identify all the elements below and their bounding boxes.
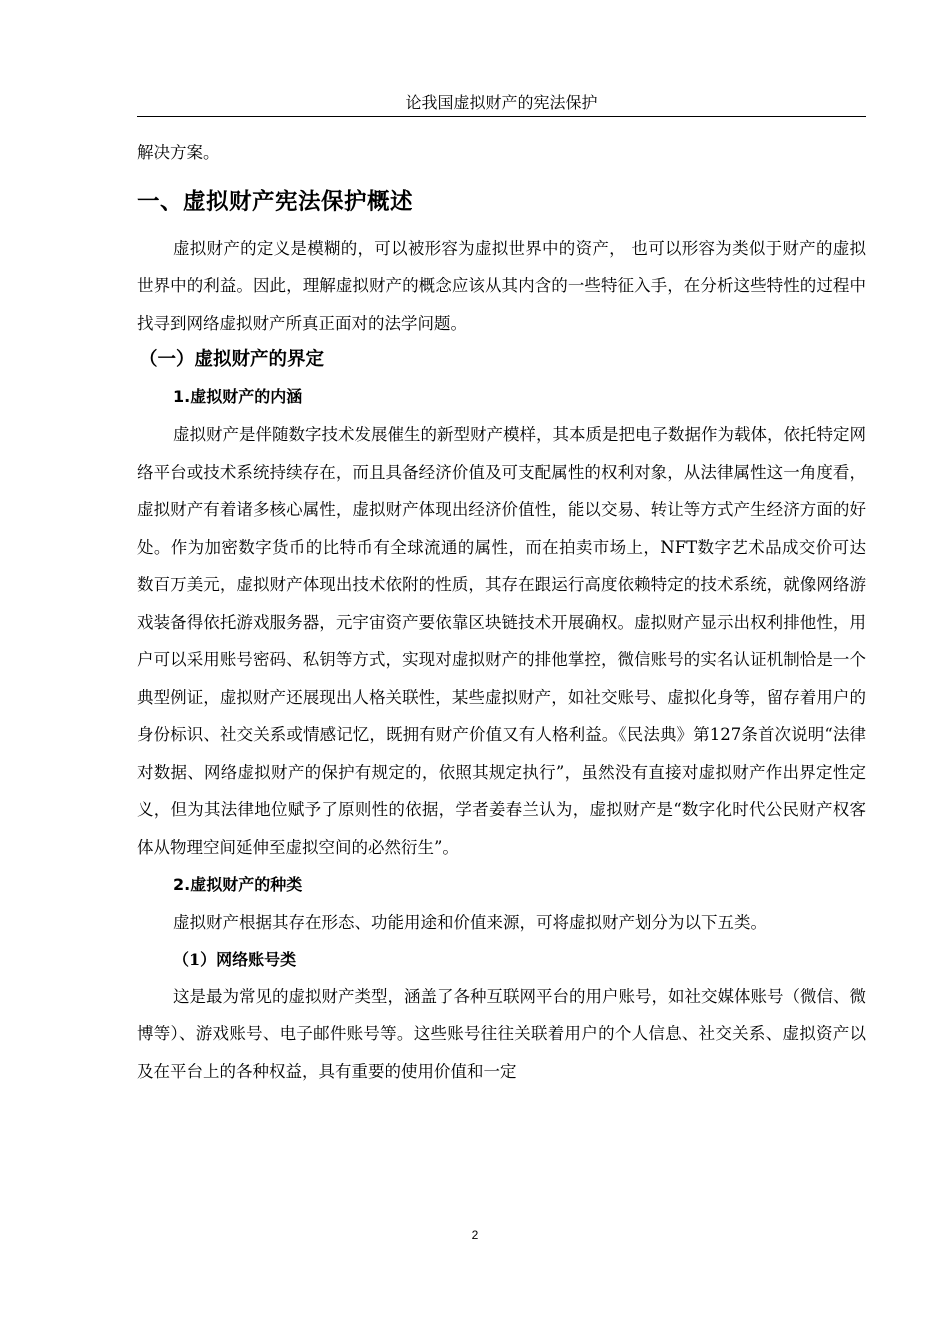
page-content xyxy=(137,134,866,1090)
item-2-heading: 2.虚拟财产的种类 xyxy=(173,875,303,894)
item-1-heading: 1.虚拟财产的内涵 xyxy=(173,387,303,406)
page-number: 2 xyxy=(471,1228,479,1242)
running-header-title: 论我国虚拟财产的宪法保护 xyxy=(405,93,598,112)
category-1-paragraph: 这是最为常见的虚拟财产类型，涵盖了各种互联网平台的用户账号，如社交媒体账号（微信、微博等）、游戏账号、电子邮件账号等。这些账号往往关联着用户的个人信息、社交关系、虚拟资产以及在平台上的各种权益，具有重要的使用价值和一定 xyxy=(137,986,866,1081)
category-1-heading: （1）网络账号类 xyxy=(173,949,297,969)
section-1-paragraph: 虚拟财产的定义是模糊的，可以被形容为虚拟世界中的资产， 也可以形容为类似于财产的虚拟世界中的利益。因此，理解虚拟财产的概念应该从其内含的一些特征入手，在分析这些特性的过程中找寻到网络虚拟财产所真正面对的法学问题。 xyxy=(137,238,866,333)
intro-tail-paragraph: 解决方案。 xyxy=(137,143,220,162)
subsection-1-heading: （一）虚拟财产的界定 xyxy=(139,349,325,370)
section-1-heading: 一、虚拟财产宪法保护概述 xyxy=(137,188,414,215)
item-2-paragraph: 虚拟财产根据其存在形态、功能用途和价值来源，可将虚拟财产划分为以下五类。 xyxy=(173,913,767,932)
item-1-paragraph: 虚拟财产是伴随数字技术发展催生的新型财产模样，其本质是把电子数据作为载体，依托特定网络平台或技术系统持续存在，而且具备经济价值及可支配属性的权利对象，从法律属性这一角度看，虚拟财产有着诸多核心属性，虚拟财产体现出经济价值性，能以交易、转让等方式产生经济方面的好处。作为加密数字货币的比特币有全球流通的属性，而在拍卖市场上，NFT数字艺术品成交价可达数百万美元，虚拟财产体现出技术依附的性质，其存在跟运行高度依赖特定的技术系统，就像网络游戏装备得依托游戏服务器，元宇宙资产要依靠区块链技术开展确权。虚拟财产显示出权利排他性，用户可以采用账号密码、私钥等方式，实现对虚拟财产的排他掌控，微信账号的实名认证机制恰是一个典型例证，虚拟财产还展现出人格关联性，某些虚拟财产，如社交账号、虚拟化身等，留存着用户的身份标识、社交关系或情感记忆，既拥有财产价值又有人格利益。《民法典》第127条首次说明“法律对数据、网络虚拟财产的保护有规定的，依照其规定执行”，虽然没有直接对虚拟财产作出界定性定义，但为其法律地位赋予了原则性的依据，学者姜春兰认为，虚拟财产是“数字化时代公民财产权客体从物理空间延伸至虚拟空间的必然衍生”。 xyxy=(137,425,866,857)
header-rule xyxy=(137,116,866,117)
